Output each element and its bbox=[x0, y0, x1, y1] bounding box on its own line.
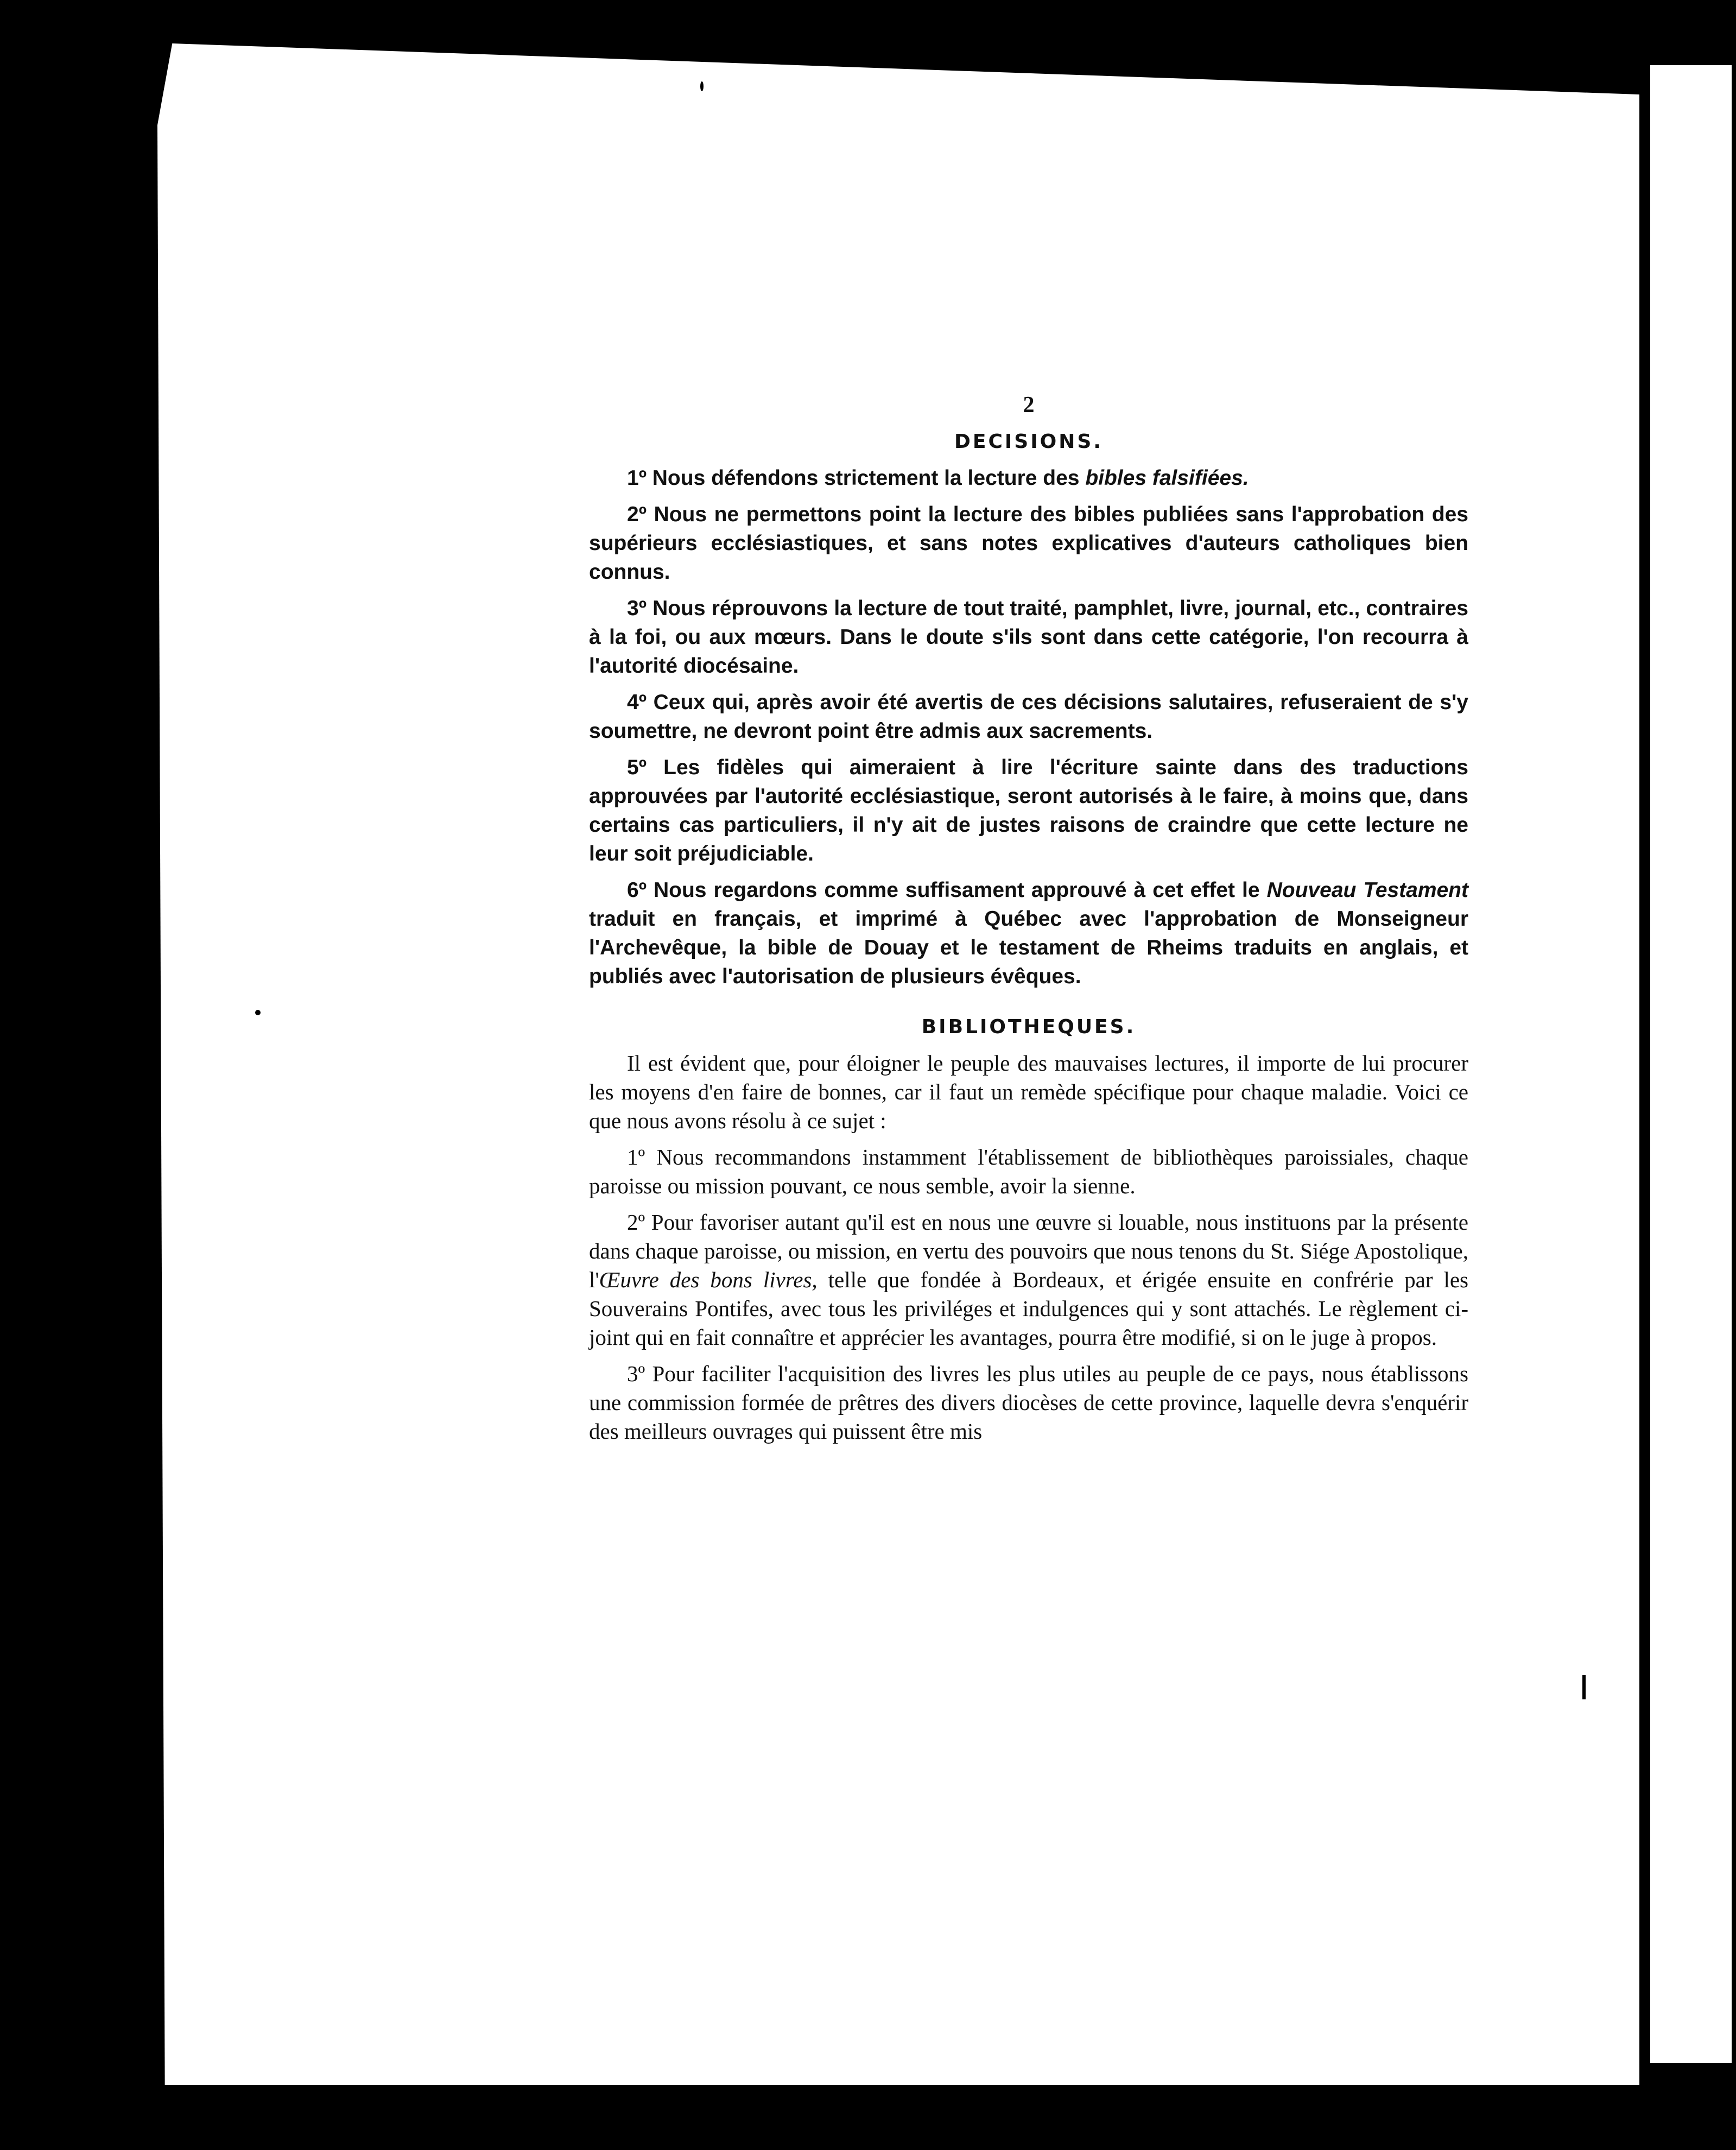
section-bibliotheques bbox=[589, 1013, 1468, 1446]
biblio-3: 3º Pour faciliter l'acquisition des livres les plus utiles au peuple de ce pays, nous établissons une commission formée de prêtres des divers diocèses de cette province, laquelle devra s'enquérir des meilleurs ouvrages qui puissent être mis bbox=[589, 1361, 1468, 1444]
decision-6: 6º Nous regardons comme suffisament approuvé à cet effet le Nouveau Testament traduit en français, et imprimé à Québec avec l'approbation de Monseigneur l'Archevêque, la bible de Douay et le testament de Rheims traduits en anglais, et publiés avec l'autorisation de plusieurs évêques. bbox=[589, 878, 1468, 988]
scan-speck bbox=[700, 81, 704, 91]
decision-5: 5º Les fidèles qui aimeraient à lire l'écriture sainte dans des traductions approuvées par l'autorité ecclésiastique, seront autorisés à le faire, à moins que, dans certains cas particuliers, il n'y ait de justes raisons de craindre que cette lecture ne leur soit préjudiciable. bbox=[589, 756, 1468, 865]
heading-decisions: DECISIONS. bbox=[954, 431, 1103, 453]
decision-2: 2º Nous ne permettons point la lecture des bibles publiées sans l'approbation des supérieurs ecclésiastiques, et sans notes explicatives d'auteurs catholiques bien connus. bbox=[589, 503, 1468, 584]
decision-4: 4º Ceux qui, après avoir été avertis de ces décisions salutaires, refuseraient de s'y soumettre, ne devront point être admis aux sacrements. bbox=[589, 691, 1468, 743]
biblio-2: 2º Pour favoriser autant qu'il est en nous une œuvre si louable, nous instituons par la présente dans chaque paroisse, ou mission, en vertu des pouvoirs que nous tenons du St. Siége Apostolique, l'Œuvre des bons livres, telle que fondée à Bordeaux, et érigée ensuite en confrérie par les Souverains Pontifes, avec tous les priviléges et indulgences qui y sont attachés. Le règlement ci-joint qui en fait connaître et apprécier les avantages, pourra être modifié, si on le juge à propos. bbox=[589, 1210, 1468, 1350]
section-decisions bbox=[589, 427, 1468, 991]
facing-page-edge bbox=[1650, 65, 1732, 2063]
heading-bibliotheques: BIBLIOTHEQUES. bbox=[921, 1016, 1136, 1038]
decision-1: 1º Nous défendons strictement la lecture des bibles falsifiées. bbox=[627, 466, 1249, 490]
page-number: 2 bbox=[1023, 393, 1035, 418]
margin-mark bbox=[1582, 1675, 1586, 1699]
biblio-1: 1º Nous recommandons instamment l'établissement de bibliothèques paroissiales, chaque paroisse ou mission pouvant, ce nous semble, avoir la sienne. bbox=[589, 1144, 1468, 1198]
document-body bbox=[589, 391, 1468, 1453]
decision-3: 3º Nous réprouvons la lecture de tout traité, pamphlet, livre, journal, etc., contraires à la foi, ou aux mœurs. Dans le doute s'ils sont dans cette catégorie, l'on recourra à l'autorité diocésaine. bbox=[589, 597, 1468, 678]
scan-speck bbox=[255, 1010, 261, 1015]
biblio-intro: Il est évident que, pour éloigner le peuple des mauvaises lectures, il importe de lui procurer les moyens d'en faire de bonnes, car il faut un remède spécifique pour chaque maladie. Voici ce que nous avons résolu à ce sujet : bbox=[589, 1051, 1468, 1133]
